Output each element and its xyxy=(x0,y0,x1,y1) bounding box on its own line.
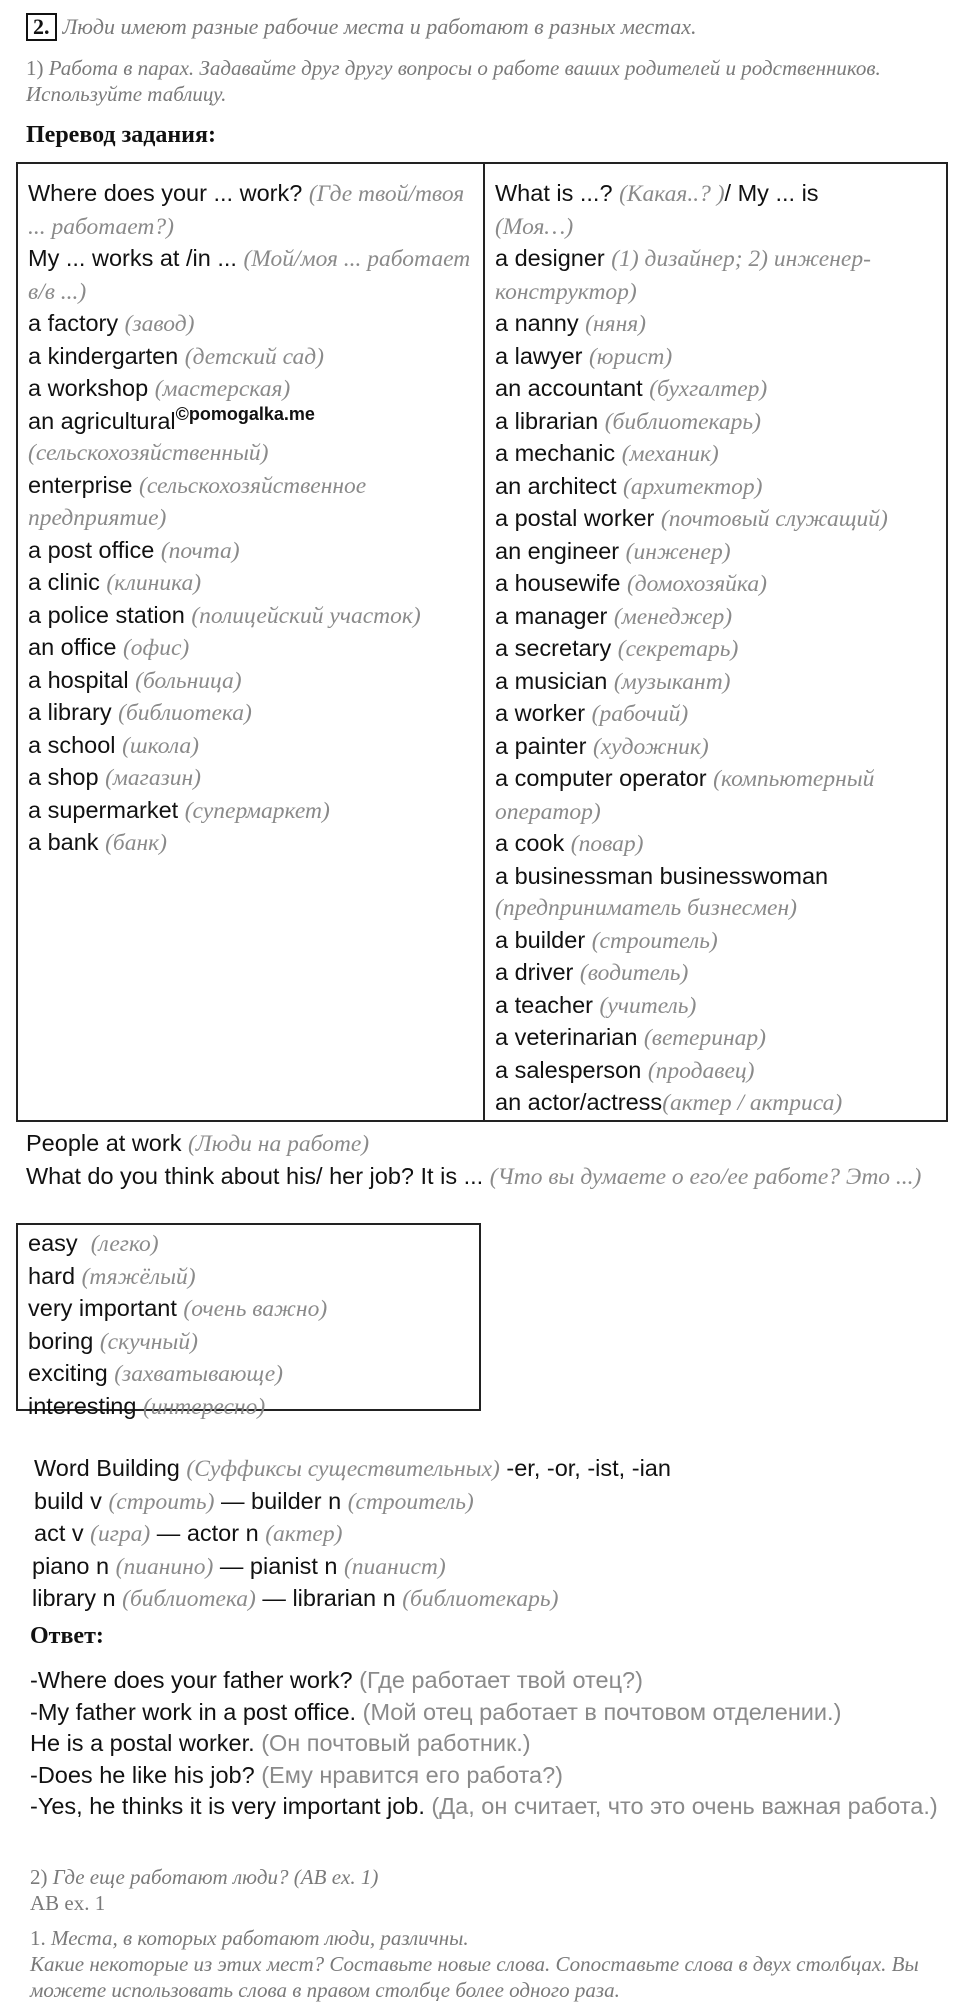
list-item: a nanny (няня) xyxy=(495,310,646,337)
list-item: very important (очень важно) xyxy=(28,1295,328,1322)
watermark: ©pomogalka.me xyxy=(175,403,315,424)
translation-heading: Перевод задания: xyxy=(26,122,216,148)
answer-line: -Where does your father work? (Где работает твой отец?) xyxy=(30,1667,643,1693)
list-item: a computer operator (компьютерный оператор) xyxy=(495,765,875,825)
list-item: a workshop (мастерская) xyxy=(28,375,291,402)
list-item: a factory (завод) xyxy=(28,310,195,337)
list-item: library n (библиотека) — librarian n (библиотекарь) xyxy=(32,1585,559,1612)
list-item: a secretary (секретарь) xyxy=(495,635,739,662)
answer-line: He is a postal worker. (Он почтовый работник.) xyxy=(30,1730,531,1756)
list-item: a designer (1) дизайнер; 2) инженер-конструктор) xyxy=(495,245,871,305)
answer-dialogue xyxy=(30,1665,940,1823)
list-item: a library (библиотека) xyxy=(28,699,252,726)
list-item: a builder (строитель) xyxy=(495,926,718,954)
word-building-section xyxy=(34,1453,934,1616)
list-item: a lawyer (юрист) xyxy=(495,342,673,370)
list-item: a post office (почта) xyxy=(28,536,240,564)
list-item: a worker (рабочий) xyxy=(495,700,689,727)
list-item: an accountant (бухгалтер) xyxy=(495,375,768,402)
list-item: What is ...? (Какая..? )/ My ... is xyxy=(495,180,819,207)
list-item: a mechanic (механик) xyxy=(495,440,719,467)
answer-heading: Ответ: xyxy=(30,1623,104,1649)
list-item: a police station (полицейский участок) xyxy=(28,601,421,629)
list-item: easy (легко) xyxy=(28,1230,159,1257)
list-item: a driver (водитель) xyxy=(495,959,689,986)
sub-number: 1) xyxy=(26,56,44,80)
list-item: a manager (менеджер) xyxy=(495,602,733,630)
people-line-1: People at work (Люди на работе) xyxy=(26,1130,370,1157)
task-header xyxy=(26,12,697,42)
list-item: piano n (пианино) — pianist n (пианист) xyxy=(32,1552,446,1580)
list-item: an actor/actress(актер / актриса) xyxy=(495,1089,843,1116)
list-item: an agricultural$^{©pomogalka.me}$ (сельскохозяйственный) xyxy=(28,403,315,466)
word-building-title: Word Building (Суффиксы существительных) -er, -or, -ist, -ian xyxy=(34,1455,671,1482)
list-item: enterprise (сельскохозяйственное предприятие) xyxy=(28,471,367,531)
list-item: a painter (художник) xyxy=(495,732,709,760)
task-number: 2. xyxy=(26,13,57,41)
answer-line: -Does he like his job? (Ему нравится его работа?) xyxy=(30,1761,563,1788)
list-item: (Моя…) xyxy=(495,213,574,240)
ab-reference: AB ex. 1 xyxy=(30,1891,106,1915)
list-item: an office (офис) xyxy=(28,634,190,661)
adjectives-box xyxy=(16,1223,481,1420)
list-item: a veterinarian (ветеринар) xyxy=(495,1024,766,1051)
list-item: a kindergarten (детский сад) xyxy=(28,342,324,370)
list-item: a clinic (клиника) xyxy=(28,569,202,596)
places-column xyxy=(17,163,484,1121)
list-item: boring (скучный) xyxy=(28,1327,198,1355)
list-item: a teacher (учитель) xyxy=(495,991,697,1019)
list-item: a shop (магазин) xyxy=(28,764,201,791)
task-title: Люди имеют разные рабочие места и работают в разных местах. xyxy=(62,14,697,39)
list-item: an architect (архитектор) xyxy=(495,472,763,500)
vocabulary-table xyxy=(16,162,948,1122)
list-item: a hospital (больница) xyxy=(28,666,242,694)
list-item: a cook (повар) xyxy=(495,830,644,857)
list-item: a supermarket (супермаркет) xyxy=(28,796,330,824)
list-item: a businessman businesswoman (предприниматель бизнесмен) xyxy=(495,862,829,921)
list-item: a school (школа) xyxy=(28,731,199,759)
sub-text: Работа в парах. Задавайте друг другу вопросы о работе ваших родителей и родственников. Используйте таблицу. xyxy=(26,56,881,106)
list-item: a librarian (библиотекарь) xyxy=(495,407,761,435)
list-item: a postal worker (почтовый служащий) xyxy=(495,505,888,532)
task-instruction xyxy=(26,55,926,107)
professions-column xyxy=(484,163,947,1121)
people-at-work-section xyxy=(26,1128,946,1193)
list-item: an engineer (инженер) xyxy=(495,537,731,565)
list-item: a housewife (домохозяйка) xyxy=(495,570,767,597)
list-item: a bank (банк) xyxy=(28,829,167,856)
list-item: interesting (интересно) xyxy=(28,1392,266,1420)
exercise-1-text: 1. Места, в которых работают люди, различны. Какие некоторые из этих мест? Составьте новые слова. Сопоставьте слова в двух столбцах. Вы можете использовать слова в правом столбце более одного раза. xyxy=(30,1926,919,2002)
list-item: Where does your ... work? (Где твой/твоя ... работает?) xyxy=(28,180,465,240)
list-item: act v (игра) — actor n (актер) xyxy=(34,1520,343,1547)
list-item: hard (тяжёлый) xyxy=(28,1262,196,1290)
answer-line: -Yes, he thinks it is very important job. (Да, он считает, что это очень важная работа.) xyxy=(30,1793,938,1819)
list-item: a salesperson (продавец) xyxy=(495,1056,755,1084)
people-line-2: What do you think about his/ her job? It is ... (Что вы думаете о его/ее работе? Это ...) xyxy=(26,1162,922,1190)
list-item: build v (строить) — builder n (строитель) xyxy=(34,1487,474,1515)
answer-line: -My father work in a post office. (Мой отец работает в почтовом отделении.) xyxy=(30,1698,842,1725)
list-item: exciting (захватывающе) xyxy=(28,1360,284,1387)
sub-task-2: 2) Где еще работают люди? (AB ex. 1) xyxy=(30,1865,379,1889)
list-item: a musician (музыкант) xyxy=(495,667,731,695)
list-item: My ... works at /in ... (Мой/моя ... работает в/в ...) xyxy=(28,245,471,305)
